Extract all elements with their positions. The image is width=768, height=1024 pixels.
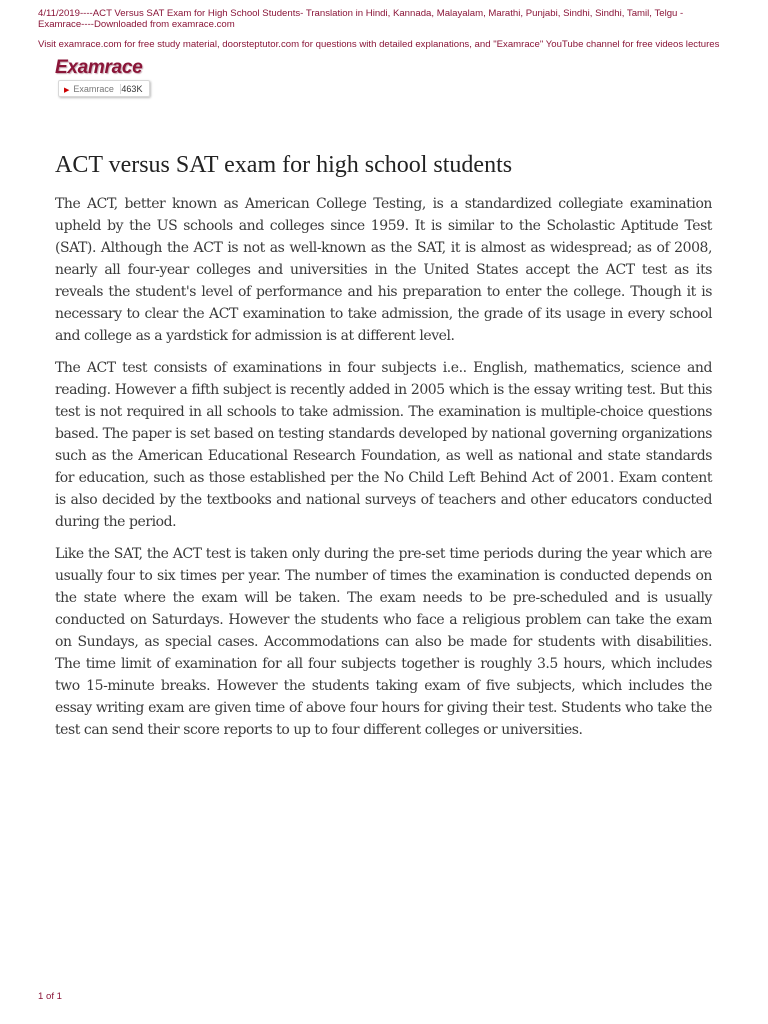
article-paragraph: The ACT test consists of examinations in four subjects i.e.. English, mathematics, science and reading. However a fifth subject is recently added in 2005 which is the essay writing test. But this test is not required in all schools to take admission. The examination is multiple-choice questions based. The paper is set based on testing standards developed by national governing organizations such as the American Educational Research Foundation, as well as national and state standards for education, such as those established per the No Child Left Behind Act of 2001. Exam content is also decided by the textbooks and national surveys of teachers and other educators conducted during the period. bbox=[55, 360, 712, 530]
examrace-logo-block bbox=[55, 57, 143, 94]
youtube-play-icon: ▶ bbox=[64, 87, 70, 94]
article-paragraph: The ACT, better known as American College Testing, is a standardized collegiate examination upheld by the US schools and colleges since 1959. It is similar to the Scholastic Aptitude Test (SAT). Although the ACT is not as well-known as the SAT, it is almost as widespread; as of 2008, nearly all four-year colleges and universities in the United States accept the ACT test as its reveals the student's level of performance and his preparation to enter the college. Though it is necessary to clear the ACT examination to take admission, the grade of its usage in every school and college as a yardstick for admission is at different level. bbox=[55, 196, 712, 344]
header-notice[interactable]: Visit examrace.com for free study material, doorsteptutor.com for questions with detailed explanations, and "Examrace" YouTube channel for free videos lectures bbox=[38, 39, 720, 50]
youtube-subscriber-count: 463K bbox=[121, 84, 143, 94]
article bbox=[55, 150, 712, 751]
page-number: 1 of 1 bbox=[38, 991, 63, 1002]
youtube-channel-name: Examrace bbox=[73, 84, 114, 94]
examrace-logo[interactable]: Examrace bbox=[55, 57, 143, 78]
youtube-subscribe-widget[interactable] bbox=[58, 80, 150, 97]
header-title-line: 4/11/2019----ACT Versus SAT Exam for High School Students- Translation in Hindi, Kannada, Malayalam, Marathi, Punjabi, Sindhi, Sindhi, Tamil, Telgu - Examrace----Downloaded from examrace.com bbox=[38, 8, 684, 30]
article-paragraph: Like the SAT, the ACT test is taken only during the pre-set time periods during the year which are usually four to six times per year. The number of times the examination is conducted depends on the state where the exam will be taken. The exam needs to be pre-scheduled and is usually conducted on Saturdays. However the students who face a religious problem can take the exam on Sundays, as special cases. Accommodations can also be made for students with disabilities. The time limit of examination for all four subjects together is roughly 3.5 hours, which includes two 15-minute breaks. However the students taking exam of five subjects, which includes the essay writing exam are given time of above four hours for giving their test. Students who take the test can send their score reports to up to four different colleges or universities. bbox=[55, 546, 712, 738]
print-header bbox=[38, 8, 732, 50]
article-title: ACT versus SAT exam for high school students bbox=[55, 152, 513, 178]
